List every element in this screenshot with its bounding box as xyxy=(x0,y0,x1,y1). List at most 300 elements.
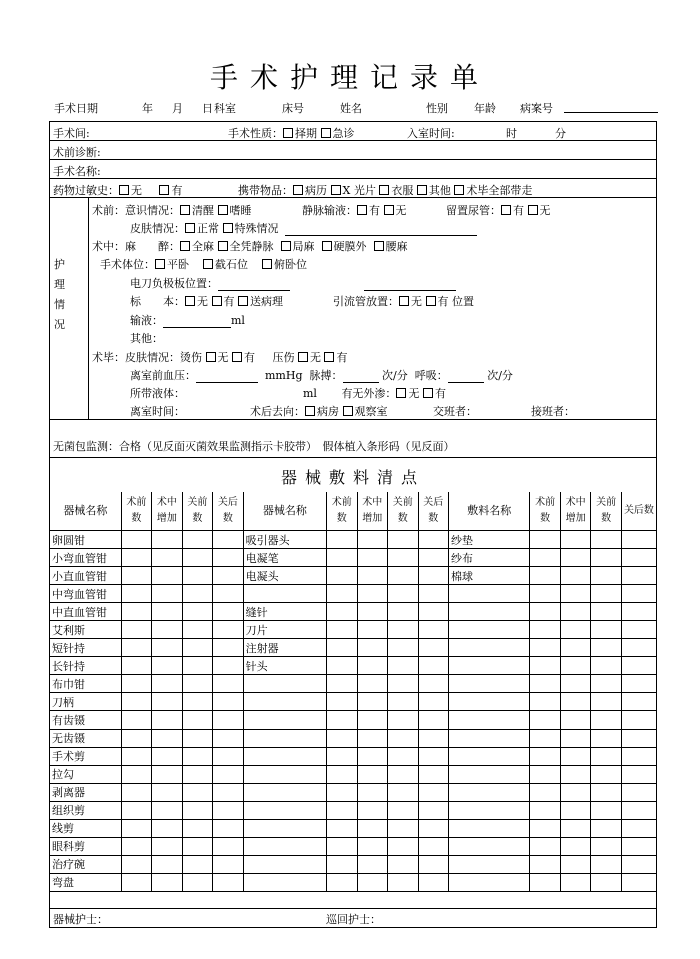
count-cell[interactable] xyxy=(530,837,561,855)
count-cell[interactable] xyxy=(121,855,152,873)
count-cell[interactable] xyxy=(591,747,622,765)
count-cell[interactable] xyxy=(388,675,419,693)
count-cell[interactable] xyxy=(152,621,183,639)
count-cell[interactable] xyxy=(357,531,388,549)
prone-checkbox[interactable] xyxy=(262,259,272,269)
iv-none-checkbox[interactable] xyxy=(384,205,394,215)
count-cell[interactable] xyxy=(418,837,449,855)
count-cell[interactable] xyxy=(560,585,591,603)
count-cell[interactable] xyxy=(530,639,561,657)
count-cell[interactable] xyxy=(182,783,213,801)
count-cell[interactable] xyxy=(591,549,622,567)
count-cell[interactable] xyxy=(560,837,591,855)
side-label-4: 况 xyxy=(54,318,65,331)
item-name-cell: 无齿镊 xyxy=(50,729,121,747)
infusion-field[interactable] xyxy=(163,327,231,328)
count-cell[interactable] xyxy=(560,873,591,891)
count-cell[interactable] xyxy=(152,837,183,855)
leak-none-checkbox[interactable] xyxy=(396,388,406,398)
specimen-have-checkbox[interactable] xyxy=(212,296,222,306)
electrode-field[interactable] xyxy=(218,290,290,291)
count-cell[interactable] xyxy=(213,837,244,855)
count-cell[interactable] xyxy=(530,693,561,711)
count-cell[interactable] xyxy=(418,531,449,549)
emergency-checkbox[interactable] xyxy=(321,128,331,138)
count-cell[interactable] xyxy=(530,729,561,747)
count-cell[interactable] xyxy=(621,639,656,657)
count-cell[interactable] xyxy=(560,639,591,657)
count-cell[interactable] xyxy=(327,855,358,873)
count-cell[interactable] xyxy=(388,711,419,729)
count-cell[interactable] xyxy=(357,585,388,603)
count-cell[interactable] xyxy=(530,765,561,783)
count-cell[interactable] xyxy=(357,657,388,675)
count-cell[interactable] xyxy=(327,819,358,837)
count-cell[interactable] xyxy=(182,801,213,819)
count-cell[interactable] xyxy=(591,621,622,639)
count-cell[interactable] xyxy=(213,819,244,837)
count-cell[interactable] xyxy=(560,747,591,765)
count-cell[interactable] xyxy=(530,585,561,603)
count-cell[interactable] xyxy=(621,693,656,711)
skin-normal-checkbox[interactable] xyxy=(185,223,195,233)
count-cell[interactable] xyxy=(213,675,244,693)
count-cell[interactable] xyxy=(357,783,388,801)
count-cell[interactable] xyxy=(388,747,419,765)
count-cell[interactable] xyxy=(121,873,152,891)
count-cell[interactable] xyxy=(621,585,656,603)
count-cell[interactable] xyxy=(327,765,358,783)
count-cell[interactable] xyxy=(530,549,561,567)
count-cell[interactable] xyxy=(388,657,419,675)
count-cell[interactable] xyxy=(388,837,419,855)
pressure-none-checkbox[interactable] xyxy=(298,352,308,362)
count-cell[interactable] xyxy=(560,801,591,819)
count-cell[interactable] xyxy=(182,603,213,621)
count-cell[interactable] xyxy=(560,855,591,873)
count-cell[interactable] xyxy=(530,621,561,639)
drowsy-checkbox[interactable] xyxy=(218,205,228,215)
electrode-field-2[interactable] xyxy=(364,290,456,291)
count-cell[interactable] xyxy=(121,603,152,621)
count-cell[interactable] xyxy=(213,657,244,675)
count-cell[interactable] xyxy=(560,657,591,675)
count-cell[interactable] xyxy=(121,621,152,639)
count-cell[interactable] xyxy=(621,801,656,819)
count-cell[interactable] xyxy=(560,783,591,801)
count-cell[interactable] xyxy=(121,639,152,657)
lithotomy-checkbox[interactable] xyxy=(203,259,213,269)
count-cell[interactable] xyxy=(621,675,656,693)
allergy-have-checkbox[interactable] xyxy=(159,185,169,195)
xray-checkbox[interactable] xyxy=(331,185,341,195)
clothes-checkbox[interactable] xyxy=(379,185,389,195)
count-cell[interactable] xyxy=(621,837,656,855)
record-checkbox[interactable] xyxy=(293,185,303,195)
count-cell[interactable] xyxy=(418,567,449,585)
age-label: 年龄 xyxy=(474,102,496,115)
count-cell[interactable] xyxy=(182,621,213,639)
count-cell[interactable] xyxy=(560,765,591,783)
count-cell[interactable] xyxy=(388,567,419,585)
count-cell[interactable] xyxy=(182,747,213,765)
count-cell[interactable] xyxy=(530,531,561,549)
count-cell[interactable] xyxy=(418,819,449,837)
count-cell[interactable] xyxy=(418,549,449,567)
count-cell[interactable] xyxy=(591,531,622,549)
count-cell[interactable] xyxy=(591,675,622,693)
catheter-none-checkbox[interactable] xyxy=(528,205,538,215)
all-taken-checkbox[interactable] xyxy=(454,185,464,195)
count-cell[interactable] xyxy=(418,657,449,675)
observe-checkbox[interactable] xyxy=(343,406,353,416)
count-cell[interactable] xyxy=(560,675,591,693)
count-cell[interactable] xyxy=(152,819,183,837)
count-cell[interactable] xyxy=(621,657,656,675)
catheter-have-checkbox[interactable] xyxy=(501,205,511,215)
count-cell[interactable] xyxy=(182,531,213,549)
count-cell[interactable] xyxy=(388,621,419,639)
count-cell[interactable] xyxy=(182,657,213,675)
count-cell[interactable] xyxy=(418,873,449,891)
count-cell[interactable] xyxy=(152,549,183,567)
count-cell[interactable] xyxy=(327,837,358,855)
count-cell[interactable] xyxy=(213,585,244,603)
count-cell[interactable] xyxy=(213,729,244,747)
count-cell[interactable] xyxy=(182,855,213,873)
count-cell[interactable] xyxy=(327,693,358,711)
table-header-cell: 关前数 xyxy=(388,492,419,531)
count-cell[interactable] xyxy=(418,801,449,819)
count-cell[interactable] xyxy=(327,675,358,693)
count-cell[interactable] xyxy=(591,837,622,855)
leave-time-label: 离室时间： xyxy=(130,405,185,418)
count-cell[interactable] xyxy=(388,765,419,783)
count-cell[interactable] xyxy=(621,567,656,585)
count-cell[interactable] xyxy=(621,549,656,567)
count-cell[interactable] xyxy=(327,801,358,819)
count-cell[interactable] xyxy=(388,729,419,747)
count-cell[interactable] xyxy=(182,567,213,585)
count-cell[interactable] xyxy=(621,819,656,837)
count-cell[interactable] xyxy=(388,603,419,621)
drain-have-checkbox[interactable] xyxy=(426,296,436,306)
count-cell[interactable] xyxy=(621,783,656,801)
count-cell[interactable] xyxy=(327,585,358,603)
count-cell[interactable] xyxy=(121,801,152,819)
item-name-cell xyxy=(243,693,326,711)
count-cell[interactable] xyxy=(182,873,213,891)
count-cell[interactable] xyxy=(388,531,419,549)
lumbar-checkbox[interactable] xyxy=(374,241,384,251)
count-cell[interactable] xyxy=(388,819,419,837)
count-cell[interactable] xyxy=(152,747,183,765)
count-cell[interactable] xyxy=(621,765,656,783)
scald-none-checkbox[interactable] xyxy=(206,352,216,362)
elective-checkbox[interactable] xyxy=(283,128,293,138)
count-cell[interactable] xyxy=(560,603,591,621)
count-cell[interactable] xyxy=(530,747,561,765)
count-cell[interactable] xyxy=(357,765,388,783)
count-cell[interactable] xyxy=(621,603,656,621)
count-cell[interactable] xyxy=(182,765,213,783)
count-cell[interactable] xyxy=(182,675,213,693)
count-cell[interactable] xyxy=(327,783,358,801)
count-cell[interactable] xyxy=(213,711,244,729)
count-cell[interactable] xyxy=(357,693,388,711)
count-cell[interactable] xyxy=(357,747,388,765)
count-cell[interactable] xyxy=(418,765,449,783)
allergy-none-checkbox[interactable] xyxy=(119,185,129,195)
ward-checkbox[interactable] xyxy=(305,406,315,416)
count-cell[interactable] xyxy=(152,873,183,891)
count-cell[interactable] xyxy=(560,819,591,837)
item-name-cell xyxy=(243,855,326,873)
count-cell[interactable] xyxy=(152,531,183,549)
other-checkbox[interactable] xyxy=(417,185,427,195)
count-cell[interactable] xyxy=(621,855,656,873)
count-cell[interactable] xyxy=(591,765,622,783)
count-cell[interactable] xyxy=(327,621,358,639)
count-cell[interactable] xyxy=(357,639,388,657)
count-cell[interactable] xyxy=(560,549,591,567)
count-cell[interactable] xyxy=(213,603,244,621)
count-cell[interactable] xyxy=(213,549,244,567)
count-cell[interactable] xyxy=(591,873,622,891)
count-cell[interactable] xyxy=(152,855,183,873)
count-cell[interactable] xyxy=(357,621,388,639)
count-cell[interactable] xyxy=(530,567,561,585)
count-cell[interactable] xyxy=(621,873,656,891)
count-cell[interactable] xyxy=(327,873,358,891)
count-cell[interactable] xyxy=(621,621,656,639)
count-cell[interactable] xyxy=(121,729,152,747)
count-cell[interactable] xyxy=(121,567,152,585)
item-name-cell xyxy=(449,783,530,801)
item-name-cell xyxy=(243,783,326,801)
count-cell[interactable] xyxy=(357,567,388,585)
count-cell[interactable] xyxy=(418,603,449,621)
epidural-checkbox[interactable] xyxy=(322,241,332,251)
count-cell[interactable] xyxy=(357,819,388,837)
count-cell[interactable] xyxy=(591,819,622,837)
count-cell[interactable] xyxy=(327,657,358,675)
count-cell[interactable] xyxy=(121,819,152,837)
count-cell[interactable] xyxy=(152,675,183,693)
count-cell[interactable] xyxy=(152,657,183,675)
count-cell[interactable] xyxy=(560,621,591,639)
count-cell[interactable] xyxy=(591,639,622,657)
count-cell[interactable] xyxy=(327,549,358,567)
specimen-none-checkbox[interactable] xyxy=(185,296,195,306)
count-cell[interactable] xyxy=(591,603,622,621)
count-cell[interactable] xyxy=(621,747,656,765)
count-cell[interactable] xyxy=(357,729,388,747)
count-cell[interactable] xyxy=(560,693,591,711)
count-cell[interactable] xyxy=(388,549,419,567)
count-cell[interactable] xyxy=(357,873,388,891)
count-cell[interactable] xyxy=(152,711,183,729)
count-cell[interactable] xyxy=(560,729,591,747)
awake-checkbox[interactable] xyxy=(180,205,190,215)
general-checkbox[interactable] xyxy=(180,241,190,251)
count-cell[interactable] xyxy=(327,567,358,585)
count-cell[interactable] xyxy=(213,873,244,891)
count-cell[interactable] xyxy=(182,639,213,657)
count-cell[interactable] xyxy=(121,549,152,567)
count-cell[interactable] xyxy=(530,675,561,693)
count-cell[interactable] xyxy=(591,567,622,585)
op-date-label: 手术日期 xyxy=(54,102,98,115)
count-cell[interactable] xyxy=(121,693,152,711)
count-cell[interactable] xyxy=(418,729,449,747)
count-cell[interactable] xyxy=(152,585,183,603)
case-no-field[interactable] xyxy=(564,100,658,113)
skin-special-checkbox[interactable] xyxy=(223,223,233,233)
count-cell[interactable] xyxy=(182,693,213,711)
count-cell[interactable] xyxy=(213,693,244,711)
iv-have-checkbox[interactable] xyxy=(357,205,367,215)
count-cell[interactable] xyxy=(560,711,591,729)
count-cell[interactable] xyxy=(591,711,622,729)
count-cell[interactable] xyxy=(182,549,213,567)
count-cell[interactable] xyxy=(418,675,449,693)
count-cell[interactable] xyxy=(327,603,358,621)
count-cell[interactable] xyxy=(357,801,388,819)
count-cell[interactable] xyxy=(152,693,183,711)
count-cell[interactable] xyxy=(152,639,183,657)
count-cell[interactable] xyxy=(388,639,419,657)
count-cell[interactable] xyxy=(121,585,152,603)
count-cell[interactable] xyxy=(530,819,561,837)
count-cell[interactable] xyxy=(591,729,622,747)
count-cell[interactable] xyxy=(621,531,656,549)
special-field[interactable] xyxy=(285,235,477,236)
count-cell[interactable] xyxy=(121,783,152,801)
count-cell[interactable] xyxy=(591,693,622,711)
count-cell[interactable] xyxy=(388,783,419,801)
count-cell[interactable] xyxy=(327,747,358,765)
count-cell[interactable] xyxy=(357,675,388,693)
pressure-have-checkbox[interactable] xyxy=(324,352,334,362)
count-cell[interactable] xyxy=(357,855,388,873)
count-cell[interactable] xyxy=(152,765,183,783)
count-cell[interactable] xyxy=(327,729,358,747)
send-path-checkbox[interactable] xyxy=(238,296,248,306)
count-cell[interactable] xyxy=(327,639,358,657)
count-cell[interactable] xyxy=(182,729,213,747)
table-row xyxy=(50,693,656,711)
count-cell[interactable] xyxy=(357,603,388,621)
count-cell[interactable] xyxy=(418,639,449,657)
count-cell[interactable] xyxy=(121,711,152,729)
count-cell[interactable] xyxy=(530,711,561,729)
tiva-checkbox[interactable] xyxy=(218,241,228,251)
count-cell[interactable] xyxy=(213,621,244,639)
count-cell[interactable] xyxy=(327,711,358,729)
count-cell[interactable] xyxy=(182,837,213,855)
count-cell[interactable] xyxy=(182,819,213,837)
count-cell[interactable] xyxy=(152,729,183,747)
receiver-label: 接班者： xyxy=(531,405,575,418)
count-cell[interactable] xyxy=(418,711,449,729)
count-cell[interactable] xyxy=(621,729,656,747)
count-cell[interactable] xyxy=(121,675,152,693)
count-cell[interactable] xyxy=(357,711,388,729)
count-cell[interactable] xyxy=(213,531,244,549)
count-cell[interactable] xyxy=(357,549,388,567)
local-checkbox[interactable] xyxy=(281,241,291,251)
count-cell[interactable] xyxy=(530,657,561,675)
count-cell[interactable] xyxy=(621,711,656,729)
count-cell[interactable] xyxy=(121,657,152,675)
count-cell[interactable] xyxy=(152,567,183,585)
count-cell[interactable] xyxy=(213,567,244,585)
count-cell[interactable] xyxy=(388,585,419,603)
count-cell[interactable] xyxy=(121,837,152,855)
count-cell[interactable] xyxy=(152,603,183,621)
count-cell[interactable] xyxy=(530,873,561,891)
item-name-cell: 布巾钳 xyxy=(50,675,121,693)
count-cell[interactable] xyxy=(591,783,622,801)
count-cell[interactable] xyxy=(121,531,152,549)
pulse-field[interactable] xyxy=(343,382,379,383)
count-cell[interactable] xyxy=(213,639,244,657)
count-cell[interactable] xyxy=(327,531,358,549)
count-cell[interactable] xyxy=(418,585,449,603)
count-cell[interactable] xyxy=(418,855,449,873)
drain-none-checkbox[interactable] xyxy=(399,296,409,306)
count-cell[interactable] xyxy=(357,837,388,855)
count-cell[interactable] xyxy=(213,801,244,819)
count-cell[interactable] xyxy=(213,855,244,873)
bp-field[interactable] xyxy=(196,382,258,383)
count-cell[interactable] xyxy=(591,585,622,603)
count-cell[interactable] xyxy=(591,855,622,873)
count-cell[interactable] xyxy=(418,783,449,801)
count-cell[interactable] xyxy=(530,783,561,801)
count-cell[interactable] xyxy=(530,855,561,873)
count-cell[interactable] xyxy=(388,693,419,711)
supine-checkbox[interactable] xyxy=(155,259,165,269)
resp-field[interactable] xyxy=(448,382,484,383)
count-cell[interactable] xyxy=(121,747,152,765)
count-cell[interactable] xyxy=(560,567,591,585)
count-cell[interactable] xyxy=(530,801,561,819)
count-cell[interactable] xyxy=(121,765,152,783)
count-cell[interactable] xyxy=(591,801,622,819)
position-group: 手术体位： 平卧 截石位 俯卧位 xyxy=(100,258,307,271)
count-cell[interactable] xyxy=(388,855,419,873)
count-cell[interactable] xyxy=(418,621,449,639)
count-cell[interactable] xyxy=(418,693,449,711)
leak-have-checkbox[interactable] xyxy=(423,388,433,398)
count-cell[interactable] xyxy=(213,747,244,765)
count-cell[interactable] xyxy=(530,603,561,621)
count-cell[interactable] xyxy=(591,657,622,675)
count-cell[interactable] xyxy=(418,747,449,765)
count-cell[interactable] xyxy=(182,711,213,729)
count-cell[interactable] xyxy=(560,531,591,549)
count-cell[interactable] xyxy=(388,801,419,819)
count-cell[interactable] xyxy=(388,873,419,891)
count-cell[interactable] xyxy=(182,585,213,603)
scald-have-checkbox[interactable] xyxy=(232,352,242,362)
count-cell[interactable] xyxy=(213,765,244,783)
count-cell[interactable] xyxy=(152,801,183,819)
count-cell[interactable] xyxy=(213,783,244,801)
count-cell[interactable] xyxy=(152,783,183,801)
